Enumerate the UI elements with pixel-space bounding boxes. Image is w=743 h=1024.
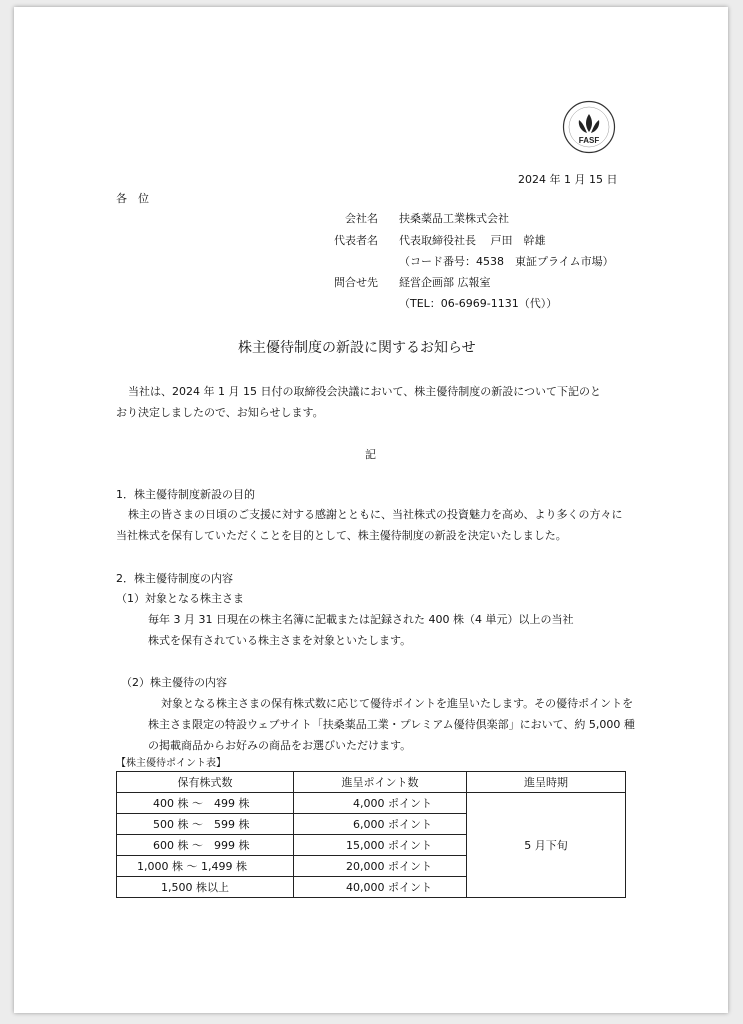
ki-heading: 記	[365, 448, 376, 461]
logo-text: FASF	[578, 136, 600, 145]
intro-line: おり決定しましたので、お知らせします。	[116, 406, 324, 419]
subsection-2-heading: （2）株主優待の内容	[121, 676, 227, 689]
subsection-1-heading: （1）対象となる株主さま	[116, 592, 244, 605]
benefit-points-table	[116, 771, 626, 898]
company-name-label: 会社名	[345, 212, 378, 225]
points-cell: 20,000 ポイント	[294, 856, 467, 877]
representative: 代表取締役社長 戸田 幹雄	[399, 234, 546, 247]
fasf-logo	[562, 100, 616, 154]
contact-phone: （TEL：06-6969-1131（代））	[399, 297, 558, 310]
contact-department: 経営企画部 広報室	[399, 276, 491, 289]
points-cell: 40,000 ポイント	[294, 877, 467, 898]
points-cell: 15,000 ポイント	[294, 835, 467, 856]
points-cell: 4,000 ポイント	[294, 793, 467, 814]
addressee: 各 位	[116, 192, 149, 205]
intro-line: 当社は、2024 年 1 月 15 日付の取締役会決議において、株主優待制度の新設について下記のと	[128, 385, 602, 398]
subsection-1-line: 株式を保有されている株主さまを対象といたします。	[148, 634, 412, 647]
column-header-shares: 保有株式数	[117, 772, 294, 793]
table-caption: 【株主優待ポイント表】	[116, 758, 226, 769]
subsection-2-line: 対象となる株主さまの保有株式数に応じて優待ポイントを進呈いたします。その優待ポイントを	[161, 697, 634, 710]
securities-code: （コード番号：4538 東証プライム市場）	[399, 255, 614, 268]
document-date: 2024 年 1 月 15 日	[518, 173, 618, 186]
column-header-points: 進呈ポイント数	[294, 772, 467, 793]
representative-label: 代表者名	[334, 234, 378, 247]
shares-range-cell: 1,500 株以上	[117, 877, 294, 898]
subsection-2-line: 株主さま限定の特設ウェブサイト「扶桑薬品工業・プレミアム優待倶楽部」において、約 5,000 種	[148, 718, 635, 731]
subsection-1-line: 毎年 3 月 31 日現在の株主名簿に記載または記録された 400 株（4 単元）以上の当社	[148, 613, 574, 626]
shares-range-cell: 1,000 株 ～ 1,499 株	[117, 856, 294, 877]
shares-range-cell: 400 株 ～ 499 株	[117, 793, 294, 814]
subsection-2-line: の掲載商品からお好みの商品をお選びいただけます。	[148, 739, 412, 752]
document-title: 株主優待制度の新設に関するお知らせ	[238, 340, 476, 356]
table-header-row	[117, 772, 626, 793]
section-1-line: 株主の皆さまの日頃のご支援に対する感謝とともに、当社株式の投資魅力を高め、より多くの方々に	[128, 508, 623, 521]
points-cell: 6,000 ポイント	[294, 814, 467, 835]
company-name: 扶桑薬品工業株式会社	[399, 212, 509, 225]
section-1-heading: 1．株主優待制度新設の目的	[116, 488, 255, 501]
section-2-heading: 2．株主優待制度の内容	[116, 572, 233, 585]
document-page	[14, 7, 728, 1013]
shares-range-cell: 500 株 ～ 599 株	[117, 814, 294, 835]
contact-label: 問合せ先	[334, 276, 378, 289]
section-1-line: 当社株式を保有していただくことを目的として、株主優待制度の新設を決定いたしました。	[116, 529, 567, 542]
shares-range-cell: 600 株 ～ 999 株	[117, 835, 294, 856]
table-row	[117, 793, 626, 814]
column-header-period: 進呈時期	[467, 772, 626, 793]
presentation-period-cell: 5 月下旬	[467, 793, 626, 898]
